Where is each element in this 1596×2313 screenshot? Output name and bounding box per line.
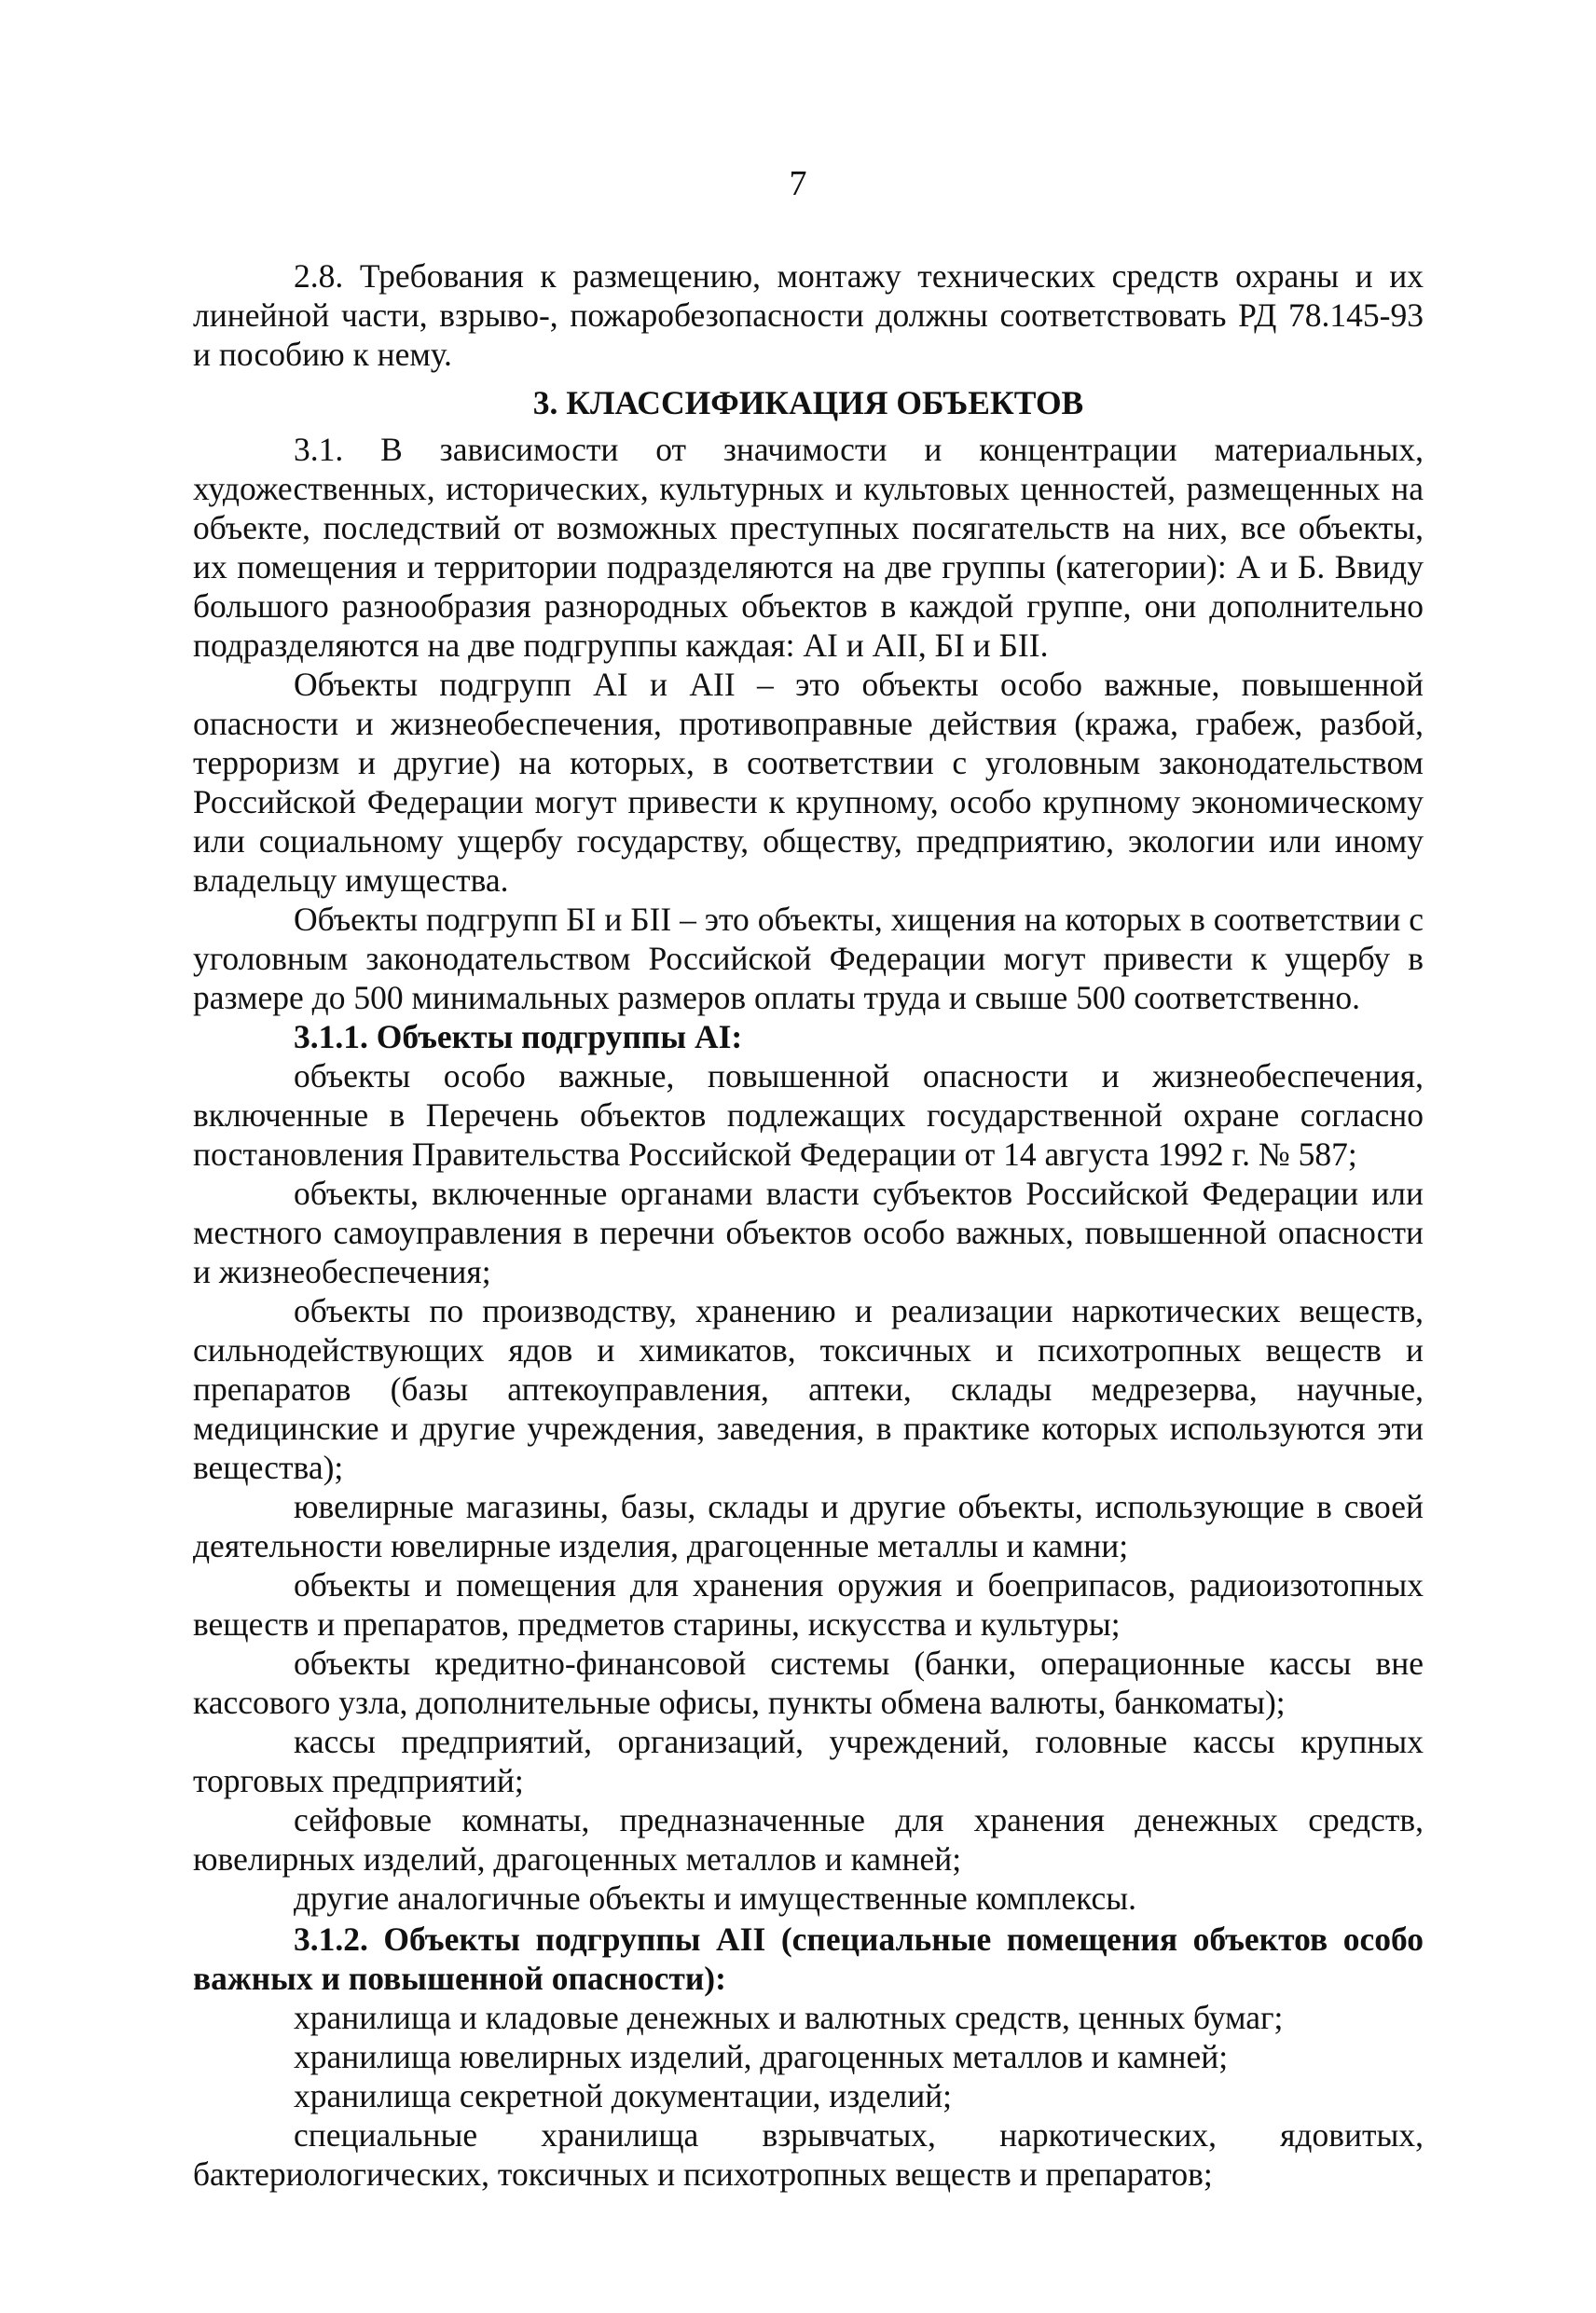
list-item-ai-9: другие аналогичные объекты и имущественные комплексы. — [294, 1879, 1136, 1917]
list-item-aii-4: специальные хранилища взрывчатых, наркотических, ядовитых, бактериологических, токсичных и психотропных веществ и препаратов; — [193, 2116, 1424, 2193]
paragraph-groups-a: Объекты подгрупп АI и АII – это объекты особо важные, повышенной опасности и жизнеобеспечения, противоправные действия (кража, грабеж, разбой, терроризм и другие) на которых, в соответствии с уголовным законодательством Российской Федерации могут привести к крупному, особо крупному экономическому или социальному ущербу государству, обществу, предприятию, экологии или иному владельцу имущества. — [193, 666, 1424, 899]
list-item-ai-7: кассы предприятий, организаций, учреждений, головные кассы крупных торговых предприятий; — [193, 1723, 1424, 1799]
section-heading-3: 3. КЛАССИФИКАЦИЯ ОБЪЕКТОВ — [532, 384, 1084, 421]
paragraph-3-1: 3.1. В зависимости от значимости и концентрации материальных, художественных, исторических, культурных и культовых ценностей, размещенных на объекте, последствий от возможных преступных посягательств на них, все объекты, их помещения и территории подразделяются на две группы (категории): А и Б. Ввиду большого разнообразия разнородных объектов в каждой группе, они дополнительно подразделяются на две подгруппы каждая: АI и АII, БI и БII. — [193, 431, 1424, 664]
list-item-ai-3: объекты по производству, хранению и реализации наркотических веществ, сильнодействующих ядов и химикатов, токсичных и психотропных веществ и препаратов (базы аптекоуправления, аптеки, склады медрезерва, научные, медицинские и другие учреждения, заведения, в практике которых используются эти вещества); — [193, 1292, 1424, 1486]
page-number: 7 — [789, 164, 807, 203]
list-item-aii-3: хранилища секретной документации, изделий; — [294, 2077, 953, 2114]
document-body — [193, 256, 1424, 2194]
paragraph-2-8: 2.8. Требования к размещению, монтажу технических средств охраны и их линейной части, взрыво-, пожаробезопасности должны соответствовать РД 78.145-93 и пособию к нему. — [193, 257, 1424, 373]
list-item-aii-1: хранилища и кладовые денежных и валютных средств, ценных бумаг; — [294, 1999, 1284, 2036]
paragraph-groups-b: Объекты подгрупп БI и БII – это объекты, хищения на которых в соответствии с уголовным законодательством Российской Федерации могут привести к ущербу в размере до 500 минимальных размеров оплаты труда и свыше 500 соответственно. — [193, 901, 1424, 1016]
list-item-ai-1: объекты особо важные, повышенной опасности и жизнеобеспечения, включенные в Перечень объектов подлежащих государственной охране согласно постановления Правительства Российской Федерации от 14 августа 1992 г. № 587; — [193, 1057, 1424, 1173]
subheading-3-1-1: 3.1.1. Объекты подгруппы АI: — [294, 1018, 743, 1055]
list-item-ai-6: объекты кредитно-финансовой системы (банки, операционные кассы вне кассового узла, дополнительные офисы, пункты обмена валюты, банкоматы); — [193, 1645, 1424, 1721]
list-item-ai-5: объекты и помещения для хранения оружия и боеприпасов, радиоизотопных веществ и препаратов, предметов старины, искусства и культуры; — [193, 1566, 1424, 1643]
list-item-ai-8: сейфовые комнаты, предназначенные для хранения денежных средств, ювелирных изделий, драгоценных металлов и камней; — [193, 1801, 1424, 1878]
list-item-aii-2: хранилища ювелирных изделий, драгоценных металлов и камней; — [294, 2038, 1229, 2075]
list-item-ai-2: объекты, включенные органами власти субъектов Российской Федерации или местного самоуправления в перечни объектов особо важных, повышенной опасности и жизнеобеспечения; — [193, 1175, 1424, 1290]
list-item-ai-4: ювелирные магазины, базы, склады и другие объекты, использующие в своей деятельности ювелирные изделия, драгоценные металлы и камни; — [193, 1488, 1424, 1564]
subheading-3-1-2: 3.1.2. Объекты подгруппы АII (специальные помещения объектов особо важных и повышенной опасности): — [193, 1921, 1424, 1997]
